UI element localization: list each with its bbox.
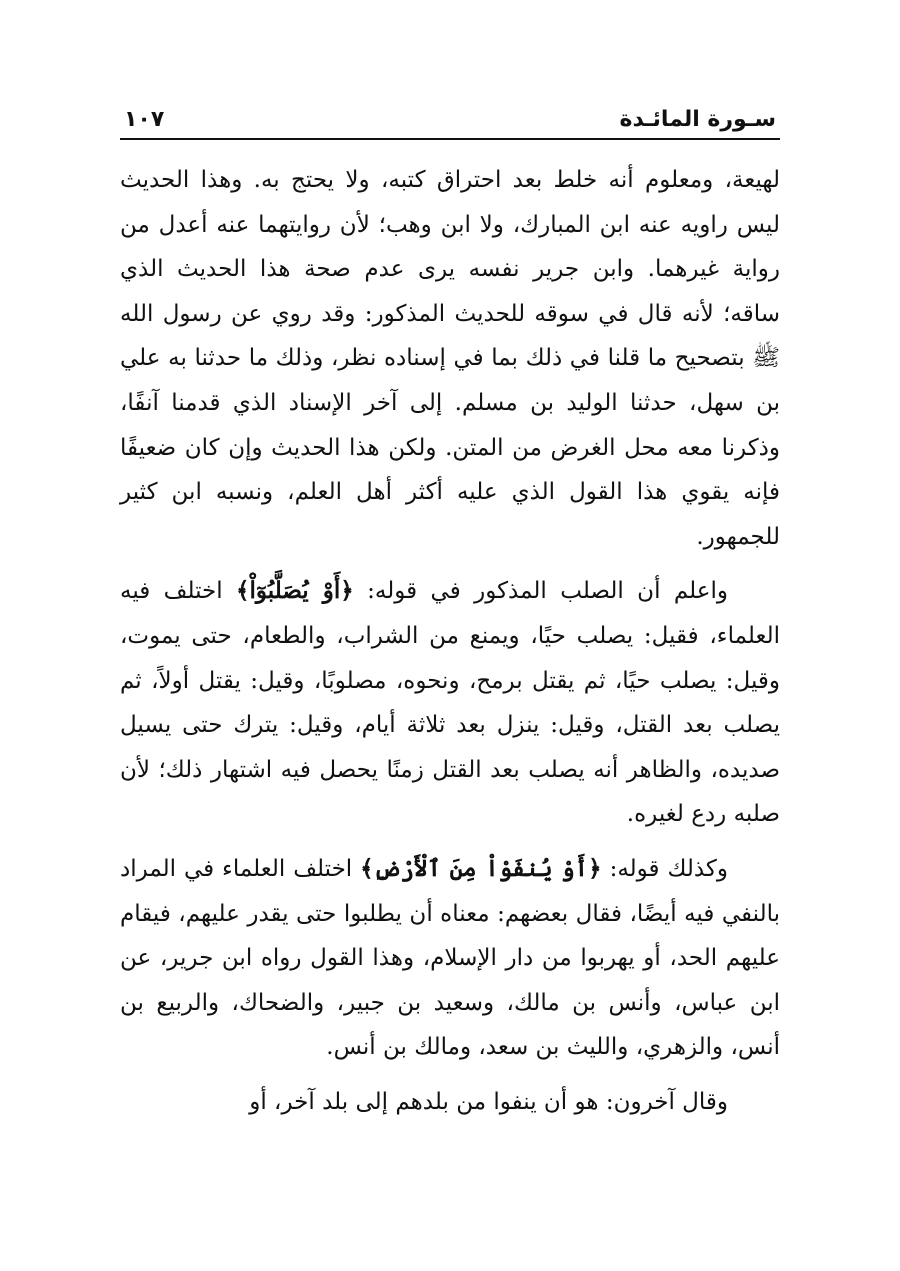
paragraph-text: وكذلك قوله: (601, 855, 728, 882)
paragraph-text: لهيعة، ومعلوم أنه خلط بعد احتراق كتبه، ولا يحتج به. وهذا الحديث ليس راويه عنه ابن المبارك، ولا ابن وهب؛ لأن روايتهما عنه أعدل من رواية غيرهما. وابن جرير نفسه يرى عدم صحة هذا الحديث الذي ساقه؛ لأنه قال في سوقه للحديث المذكور: وقد روي عن رسول الله ﷺ بتصحيح ما قلنا في ذلك بما في إسناده نظر، وذلك ما حدثنا به علي بن سهل، حدثنا الوليد بن مسلم. إلى آخر الإسناد الذي قدمنا آنفًا، وذكرنا معه محل الغرض من المتن. ولكن هذا الحديث وإن كان ضعيفًا فإنه يقوي هذا القول الذي عليه أكثر أهل العلم، ونسبه ابن كثير للجمهور. (120, 167, 780, 550)
quran-verse: ﴿أَوْ يُنفَوْاْ مِنَ ٱلْأَرْضِ﴾ (360, 854, 602, 882)
paragraph-text: واعلم أن الصلب المذكور في قوله: (353, 578, 728, 605)
paragraph-3 (120, 847, 780, 1070)
paragraph-text: اختلف العلماء في المراد بالنفي فيه أيضًا، فقال بعضهم: معناه أن يطلبوا حتى يقدر عليهم، فيقام عليهم الحد، أو يهربوا من دار الإسلام، وهذا القول رواه ابن جرير، عن ابن عباس، وأنس بن مالك، وسعيد بن جبير، والضحاك، والربيع بن أنس، والزهري، والليث بن سعد، ومالك بن أنس. (120, 855, 780, 1061)
book-page (120, 90, 780, 1124)
paragraph-text: اختلف فيه العلماء، فقيل: يصلب حيًا، ويمنع من الشراب، والطعام، حتى يموت، وقيل: يصلب حيًا، ثم يقتل برمح، ونحوه، مصلوبًا، وقيل: يقتل أولاً، ثم يصلب بعد القتل، وقيل: ينزل بعد ثلاثة أيام، وقيل: يترك حتى يسيل صديده، والظاهر أنه يصلب بعد القتل زمنًا يحصل فيه اشتهار ذلك؛ لأن صلبه ردع لغيره. (120, 578, 780, 828)
page-number: ١٠٧ (124, 107, 165, 132)
page-header (120, 90, 780, 140)
paragraph-text: وقال آخرون: هو أن ينفوا من بلدهم إلى بلد آخر، أو (249, 1088, 728, 1115)
paragraph-2 (120, 569, 780, 837)
surah-title: سـورة المائـدة (619, 107, 776, 132)
paragraph-1 (120, 158, 780, 559)
paragraph-4 (120, 1080, 780, 1125)
quran-verse: ﴿أَوْ يُصَلَّبُوٓاْ﴾ (236, 577, 354, 605)
body-text (120, 158, 780, 1124)
